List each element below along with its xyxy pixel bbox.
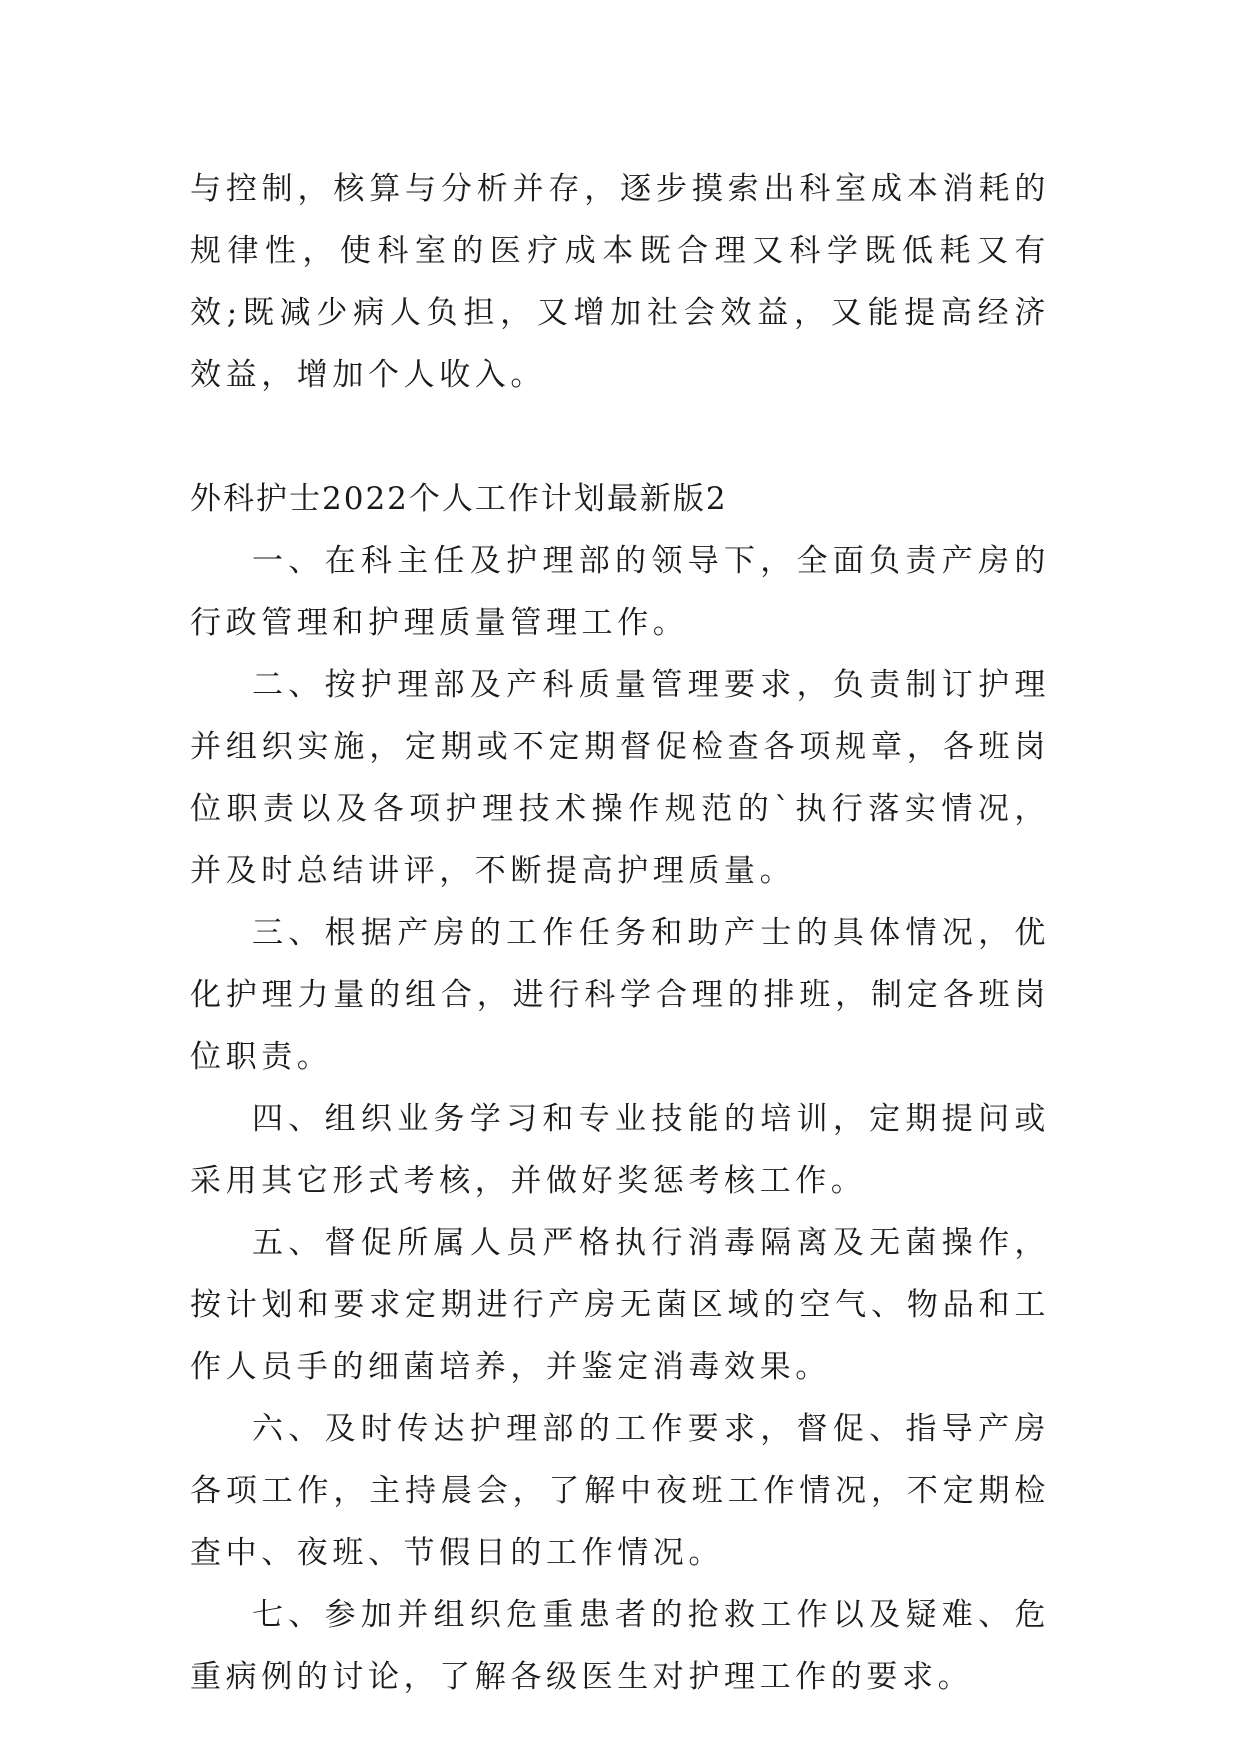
paragraph-5: 五、督促所属人员严格执行消毒隔离及无菌操作，按计划和要求定期进行产房无菌区域的空气、物品和工作人员手的细菌培养，并鉴定消毒效果。 [190,1225,1050,1385]
paragraph-6: 六、及时传达护理部的工作要求，督促、指导产房各项工作，主持晨会，了解中夜班工作情况，不定期检查中、夜班、节假日的工作情况。 [190,1411,1050,1571]
intro-paragraph: 与控制，核算与分析并存，逐步摸索出科室成本消耗的规律性，使科室的医疗成本既合理又科学既低耗又有效;既减少病人负担，又增加社会效益，又能提高经济效益，增加个人收入。 [190,171,1050,393]
paragraph-7: 七、参加并组织危重患者的抢救工作以及疑难、危重病例的讨论，了解各级医生对护理工作的要求。 [190,1597,1050,1695]
paragraph-1: 一、在科主任及护理部的领导下，全面负责产房的行政管理和护理质量管理工作。 [190,543,1050,641]
paragraph-2: 二、按护理部及产科质量管理要求，负责制订护理并组织实施，定期或不定期督促检查各项规章，各班岗位职责以及各项护理技术操作规范的`执行落实情况，并及时总结讲评，不断提高护理质量。 [190,667,1050,889]
paragraph-3: 三、根据产房的工作任务和助产士的具体情况，优化护理力量的组合，进行科学合理的排班，制定各班岗位职责。 [190,915,1050,1075]
document-body [190,158,1050,1708]
section-title: 外科护士2022个人工作计划最新版2 [190,481,728,517]
paragraph-4: 四、组织业务学习和专业技能的培训，定期提问或采用其它形式考核，并做好奖惩考核工作。 [190,1101,1050,1199]
